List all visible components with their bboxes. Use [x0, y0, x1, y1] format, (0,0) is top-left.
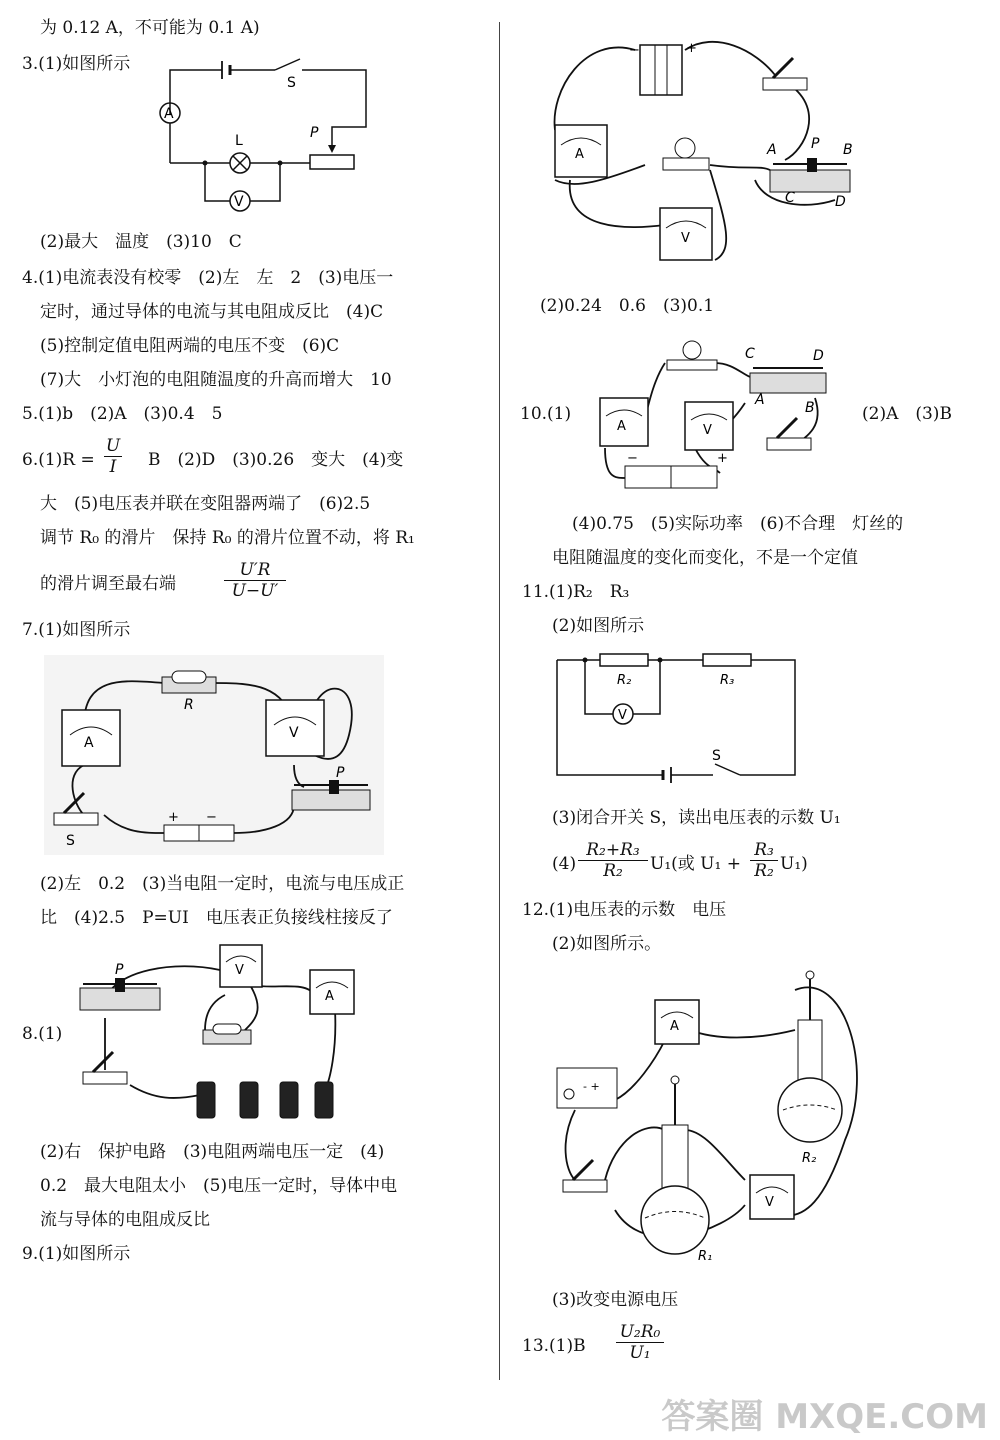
- R1-label: R₁: [698, 1249, 713, 1264]
- battery-minus: −: [629, 43, 640, 58]
- q4-line-d: (7)大 小灯泡的电阻随温度的升高而增大 10: [40, 370, 392, 390]
- terminal-A-label: A: [755, 392, 765, 408]
- physical-circuit-7: [44, 655, 384, 855]
- q6-head: 6.(1)R =: [22, 450, 95, 470]
- terminal-B-label: B: [843, 142, 853, 158]
- terminal-C-label: C: [745, 346, 755, 362]
- q10-line-a: (4)0.75 (5)实际功率 (6)不合理 灯丝的: [572, 514, 904, 534]
- terminal-C-label: C: [785, 190, 795, 206]
- battery-plus: +: [168, 810, 179, 825]
- q12-part2: (2)如图所示。: [552, 934, 662, 954]
- q12-part1: 12.(1)电压表的示数 电压: [522, 900, 727, 920]
- rheostat-slider-label: P: [336, 765, 345, 781]
- q9-part2: (2)0.24 0.6 (3)0.1: [540, 296, 715, 316]
- fraction-U-over-I: $\frac{U}{I}$: [105, 436, 121, 477]
- q8-line-2b: 0.2 最大电阻太小 (5)电压一定时，导体中电: [40, 1176, 398, 1196]
- q11-part2: (2)如图所示: [552, 616, 645, 636]
- switch-label: S: [66, 833, 75, 849]
- voltmeter-label: V: [618, 708, 627, 723]
- terminal-A-label: A: [767, 142, 777, 158]
- q4-line-c: (5)控制定值电阻两端的电压不变 (6)C: [40, 336, 340, 356]
- terminal-B-label: B: [805, 400, 815, 416]
- q10-part1: 10.(1): [520, 404, 572, 424]
- circuit-diagram-3: [150, 55, 380, 220]
- ammeter-label: A: [84, 735, 94, 751]
- q8-line-2a: (2)右 保护电路 (3)电阻两端电压一定 (4): [40, 1142, 385, 1162]
- q9-part1: 9.(1)如图所示: [22, 1244, 131, 1264]
- q6-line-b: 大 (5)电压表并联在变阻器两端了 (6)2.5: [40, 494, 371, 514]
- voltmeter-label: V: [235, 963, 244, 978]
- physical-circuit-12: [555, 970, 865, 1270]
- q10-line-b: 电阻随温度的变化而变化，不是一个定值: [552, 548, 858, 568]
- R3-label: R₃: [720, 673, 735, 688]
- voltmeter-label: V: [289, 725, 299, 741]
- voltmeter-label: V: [765, 1195, 774, 1210]
- rheostat-slider-label: P: [115, 962, 124, 978]
- battery-plus: +: [717, 451, 728, 466]
- q11-part3: (3)闭合开关 S，读出电压表的示数 U₁: [552, 808, 841, 828]
- ammeter-label: A: [670, 1019, 679, 1034]
- q4-line-a: 4.(1)电流表没有校零 (2)左 左 2 (3)电压一: [22, 268, 394, 288]
- ammeter-label: A: [575, 147, 584, 162]
- q8-part1: 8.(1): [22, 1024, 63, 1044]
- fraction-UR: $\frac{U'R}{U-U'}$: [224, 560, 286, 601]
- physical-circuit-9: [545, 30, 865, 275]
- q6-line-d: 的滑片调至最右端: [40, 574, 176, 594]
- fraction-U2R0-over-U1: $\frac{\text{U₂R₀}}{\text{U₁}}$: [616, 1322, 664, 1363]
- physical-circuit-10: [595, 338, 835, 498]
- resistor-label: R: [184, 697, 194, 713]
- slider-P-label: P: [811, 136, 820, 152]
- power-supply-terminals: - +: [583, 1080, 600, 1093]
- ammeter-label: A: [617, 419, 626, 434]
- q3-part1: 3.(1)如图所示: [22, 54, 131, 74]
- lamp-label: L: [235, 133, 243, 149]
- voltmeter-label: V: [703, 423, 712, 438]
- line-0: 为 0.12 A，不可能为 0.1 A): [40, 18, 260, 38]
- R2-label: R₂: [617, 673, 632, 688]
- q7-part1: 7.(1)如图所示: [22, 620, 131, 640]
- watermark: 答案圈 MXQE.COM: [661, 1397, 988, 1437]
- q6-tail: B (2)D (3)0.26 变大 (4)变: [148, 450, 404, 470]
- ammeter-label: A: [164, 106, 174, 122]
- battery-plus: +: [686, 41, 697, 56]
- circuit-diagram-11: [555, 650, 800, 780]
- physical-circuit-8: [75, 940, 375, 1125]
- q13-head: 13.(1)B: [522, 1336, 586, 1356]
- battery-minus: −: [627, 451, 638, 466]
- slider-label: P: [310, 125, 319, 141]
- q12-part3: (3)改变电源电压: [552, 1290, 679, 1310]
- q8-line-2c: 流与导体的电阻成反比: [40, 1210, 210, 1230]
- q6-line-c: 调节 R₀ 的滑片 保持 R₀ 的滑片位置不动，将 R₁: [40, 528, 415, 548]
- switch-label: S: [712, 748, 721, 764]
- q11-part4-tail: U₁): [780, 854, 808, 874]
- q5: 5.(1)b (2)A (3)0.4 5: [22, 404, 223, 424]
- q11-part4-mid: U₁(或 U₁ +: [650, 854, 741, 874]
- switch-label: S: [287, 75, 296, 91]
- voltmeter-label: V: [234, 194, 244, 210]
- battery-minus: −: [206, 810, 217, 825]
- fraction-R3-over-R2: $\frac{\text{R₃}}{\text{R₂}}$: [750, 840, 778, 881]
- column-divider: [499, 22, 500, 1380]
- terminal-D-label: D: [835, 194, 846, 210]
- R2-label: R₂: [802, 1151, 817, 1166]
- q11-part1: 11.(1)R₂ R₃: [522, 582, 630, 602]
- fraction-R2R3-over-R2: $\frac{\text{R₂+R₃}}{\text{R₂}}$: [578, 840, 648, 881]
- q7-line-2b: 比 (4)2.5 P=UI 电压表正负接线柱接反了: [40, 908, 393, 928]
- terminal-D-label: D: [813, 348, 824, 364]
- q7-line-2a: (2)左 0.2 (3)当电阻一定时，电流与电压成正: [40, 874, 405, 894]
- q4-line-b: 定时，通过导体的电流与其电阻成反比 (4)C: [40, 302, 384, 322]
- q10-side: (2)A (3)B: [862, 404, 952, 424]
- q3-part2: (2)最大 温度 (3)10 C: [40, 232, 242, 252]
- voltmeter-label: V: [681, 231, 690, 246]
- ammeter-label: A: [325, 989, 334, 1004]
- q11-part4-head: (4): [552, 854, 577, 874]
